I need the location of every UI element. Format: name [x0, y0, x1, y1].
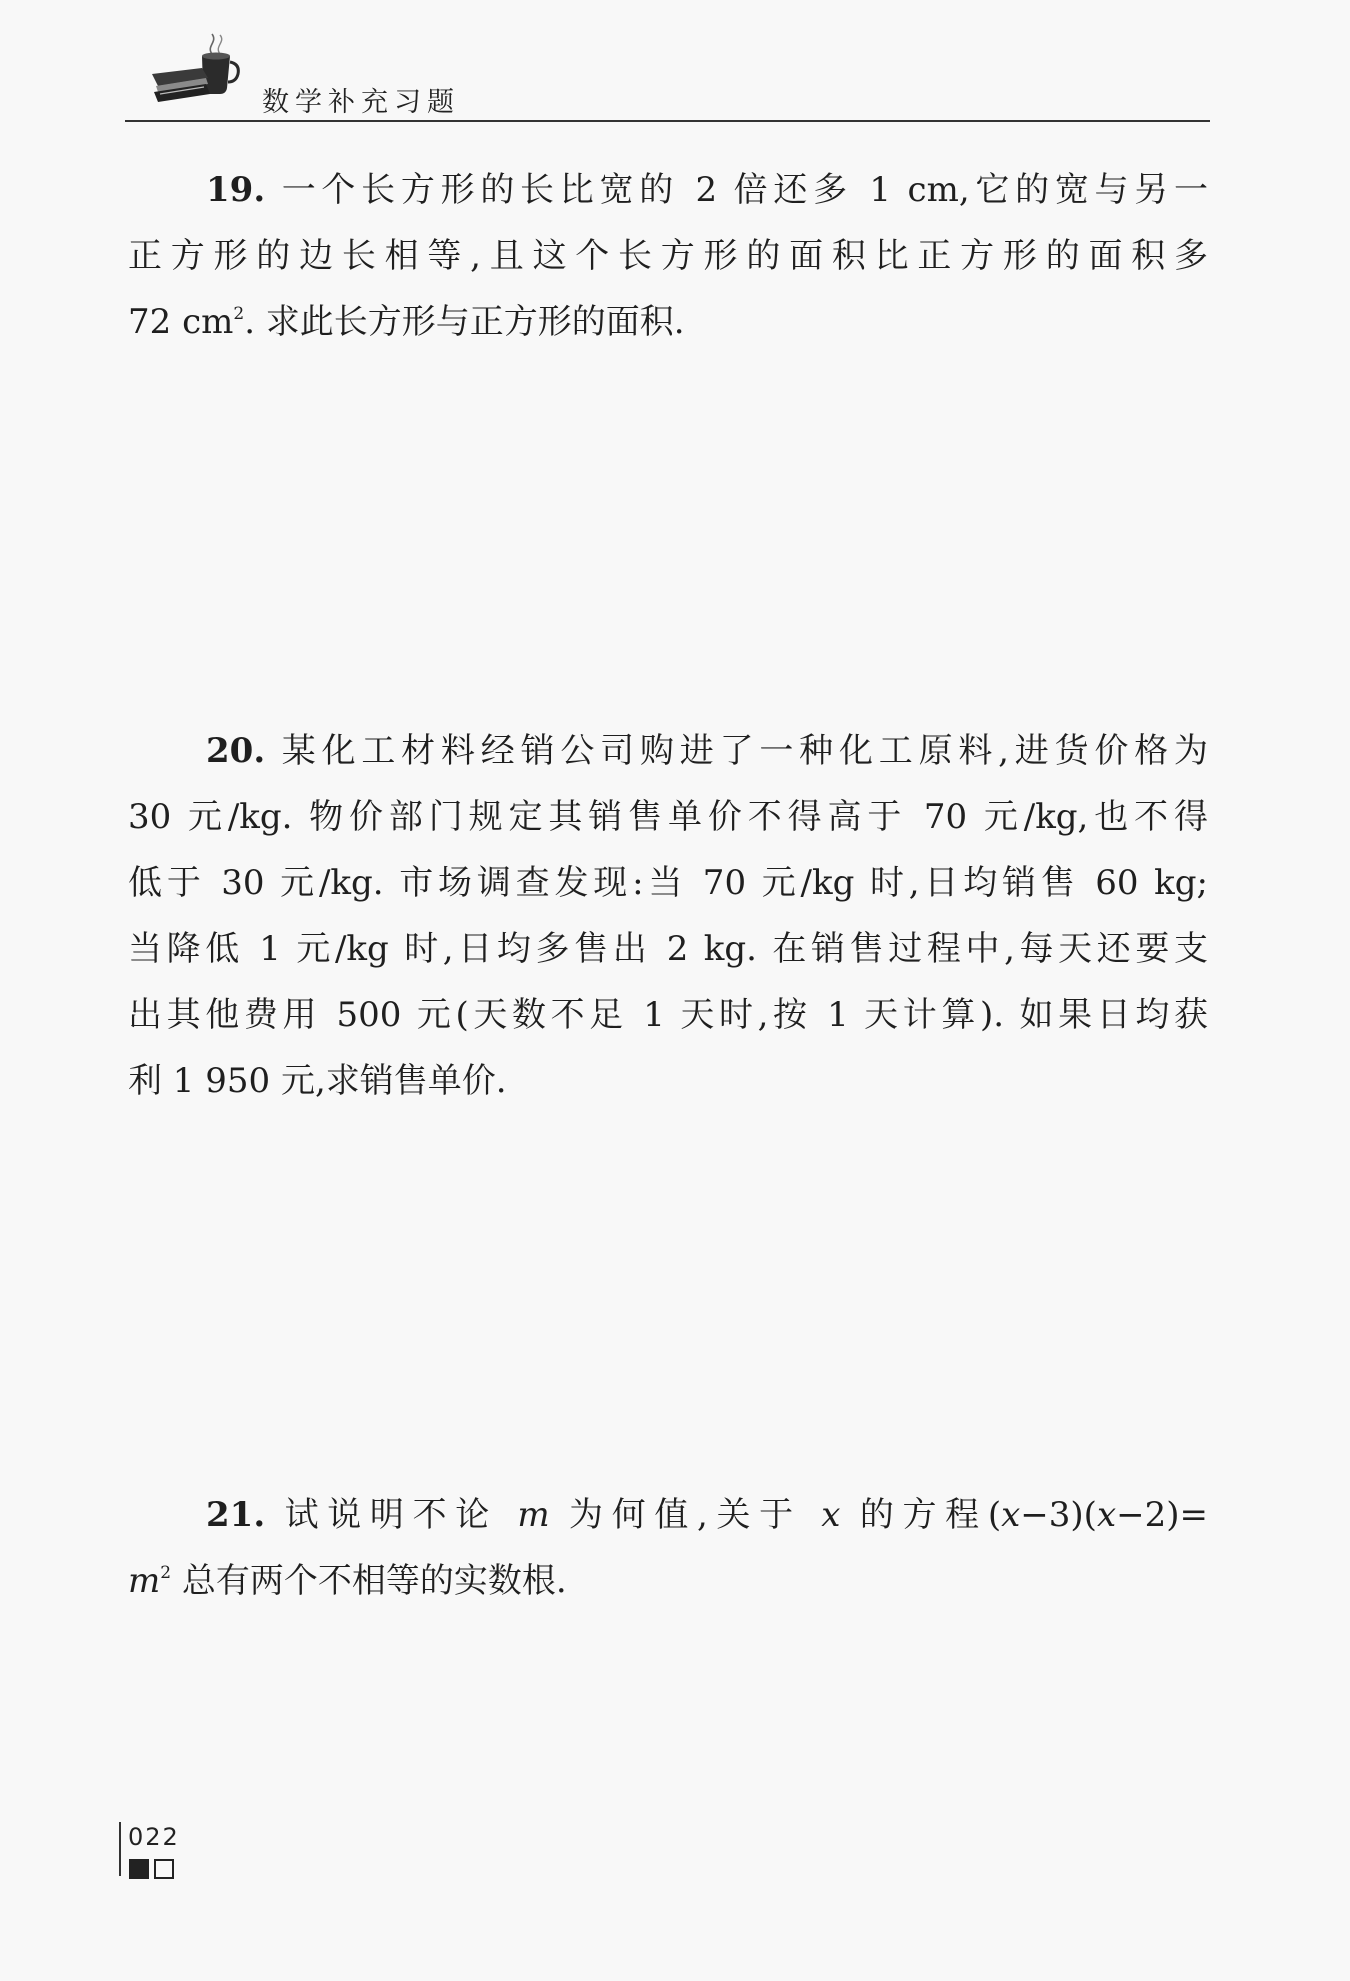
variable-x: x: [821, 1495, 841, 1535]
page-number: 022: [128, 1823, 180, 1851]
problem-21-line-2: $m^2$ 总有两个不相等的实数根.: [128, 1561, 567, 1601]
header-title: 数学补充习题: [262, 87, 460, 118]
problem-21: [128, 1482, 1208, 1614]
problem-20-line-4: 当降低 1 元/kg 时,日均多售出 2 kg. 在销售过程中,每天还要支: [128, 929, 1208, 969]
problem-number: 21.: [206, 1495, 266, 1535]
variable-x: x: [1096, 1495, 1117, 1535]
variable-x: x: [1001, 1495, 1021, 1535]
problem-20-line-1: 20. 某化工材料经销公司购进了一种化工原料,进货价格为: [206, 731, 1208, 771]
problem-20: [128, 718, 1208, 1114]
problem-20-line-5: 出其他费用 500 元(天数不足 1 天时,按 1 天计算). 如果日均获: [128, 995, 1208, 1035]
header-divider: [125, 120, 1210, 122]
problem-20-line-2: 30 元/kg. 物价部门规定其销售单价不得高于 70 元/kg,也不得: [128, 797, 1208, 837]
problem-19-line-2: 正方形的边长相等,且这个长方形的面积比正方形的面积多: [128, 236, 1208, 276]
problem-19-line-1: 19. 一个长方形的长比宽的 2 倍还多 1 cm,它的宽与另一: [206, 170, 1208, 210]
problem-19: [128, 157, 1208, 355]
problem-19-line-3: 72 $cm^2$. 求此长方形与正方形的面积.: [128, 302, 685, 342]
problem-number: 19.: [206, 170, 266, 210]
problem-20-line-3: 低于 30 元/kg. 市场调查发现:当 70 元/kg 时,日均销售 60 kg;: [128, 863, 1208, 903]
variable-m: m: [128, 1561, 161, 1601]
problem-20-line-6: 利 1 950 元,求销售单价.: [128, 1061, 507, 1101]
page-marker-squares-icon: [128, 1857, 180, 1881]
footer-divider: [119, 1822, 121, 1876]
problem-21-line-1: 21. 试说明不论 m 为何值,关于 x 的方程(x−3)(x−2)=: [206, 1495, 1209, 1535]
variable-m: m: [517, 1495, 550, 1535]
problem-number: 20.: [206, 731, 266, 771]
books-and-cup-icon: [150, 32, 240, 107]
